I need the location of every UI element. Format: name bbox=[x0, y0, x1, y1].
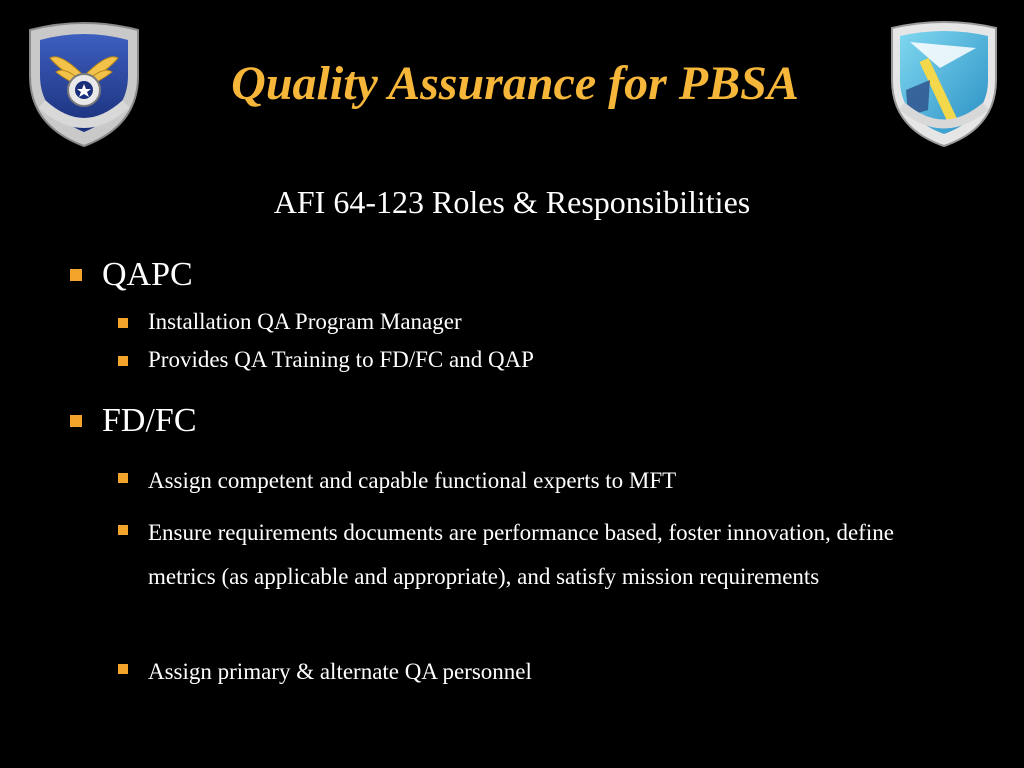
slide-title: Quality Assurance for PBSA bbox=[231, 57, 799, 110]
afmc-shield-logo bbox=[20, 18, 148, 150]
square-bullet-icon bbox=[118, 525, 128, 535]
list-item-text: Ensure requirements documents are performance based, foster innovation, define metrics (as applicable and appropriate), and satisfy mission requirements bbox=[148, 520, 894, 589]
section-heading-fd-fc bbox=[70, 402, 197, 439]
square-bullet-icon bbox=[118, 473, 128, 483]
asc-shield-logo bbox=[880, 20, 1008, 150]
list-item bbox=[118, 511, 918, 599]
square-bullet-icon bbox=[118, 356, 128, 366]
section-heading-label: QAPC bbox=[102, 256, 193, 293]
list-item-text: Assign competent and capable functional experts to MFT bbox=[148, 468, 677, 493]
section-heading-qapc bbox=[70, 256, 193, 293]
square-bullet-icon bbox=[118, 318, 128, 328]
list-item bbox=[118, 304, 948, 340]
square-bullet-icon bbox=[70, 415, 82, 427]
list-item-text: Provides QA Training to FD/FC and QAP bbox=[148, 347, 534, 372]
square-bullet-icon bbox=[70, 269, 82, 281]
square-bullet-icon bbox=[118, 664, 128, 674]
list-item-text: Installation QA Program Manager bbox=[148, 309, 462, 334]
list-item bbox=[118, 459, 948, 503]
section-heading-label: FD/FC bbox=[102, 402, 197, 439]
slide-subtitle: AFI 64-123 Roles & Responsibilities bbox=[273, 184, 751, 220]
list-item bbox=[118, 342, 948, 378]
list-item-text: Assign primary & alternate QA personnel bbox=[148, 659, 532, 684]
list-item bbox=[118, 650, 948, 694]
